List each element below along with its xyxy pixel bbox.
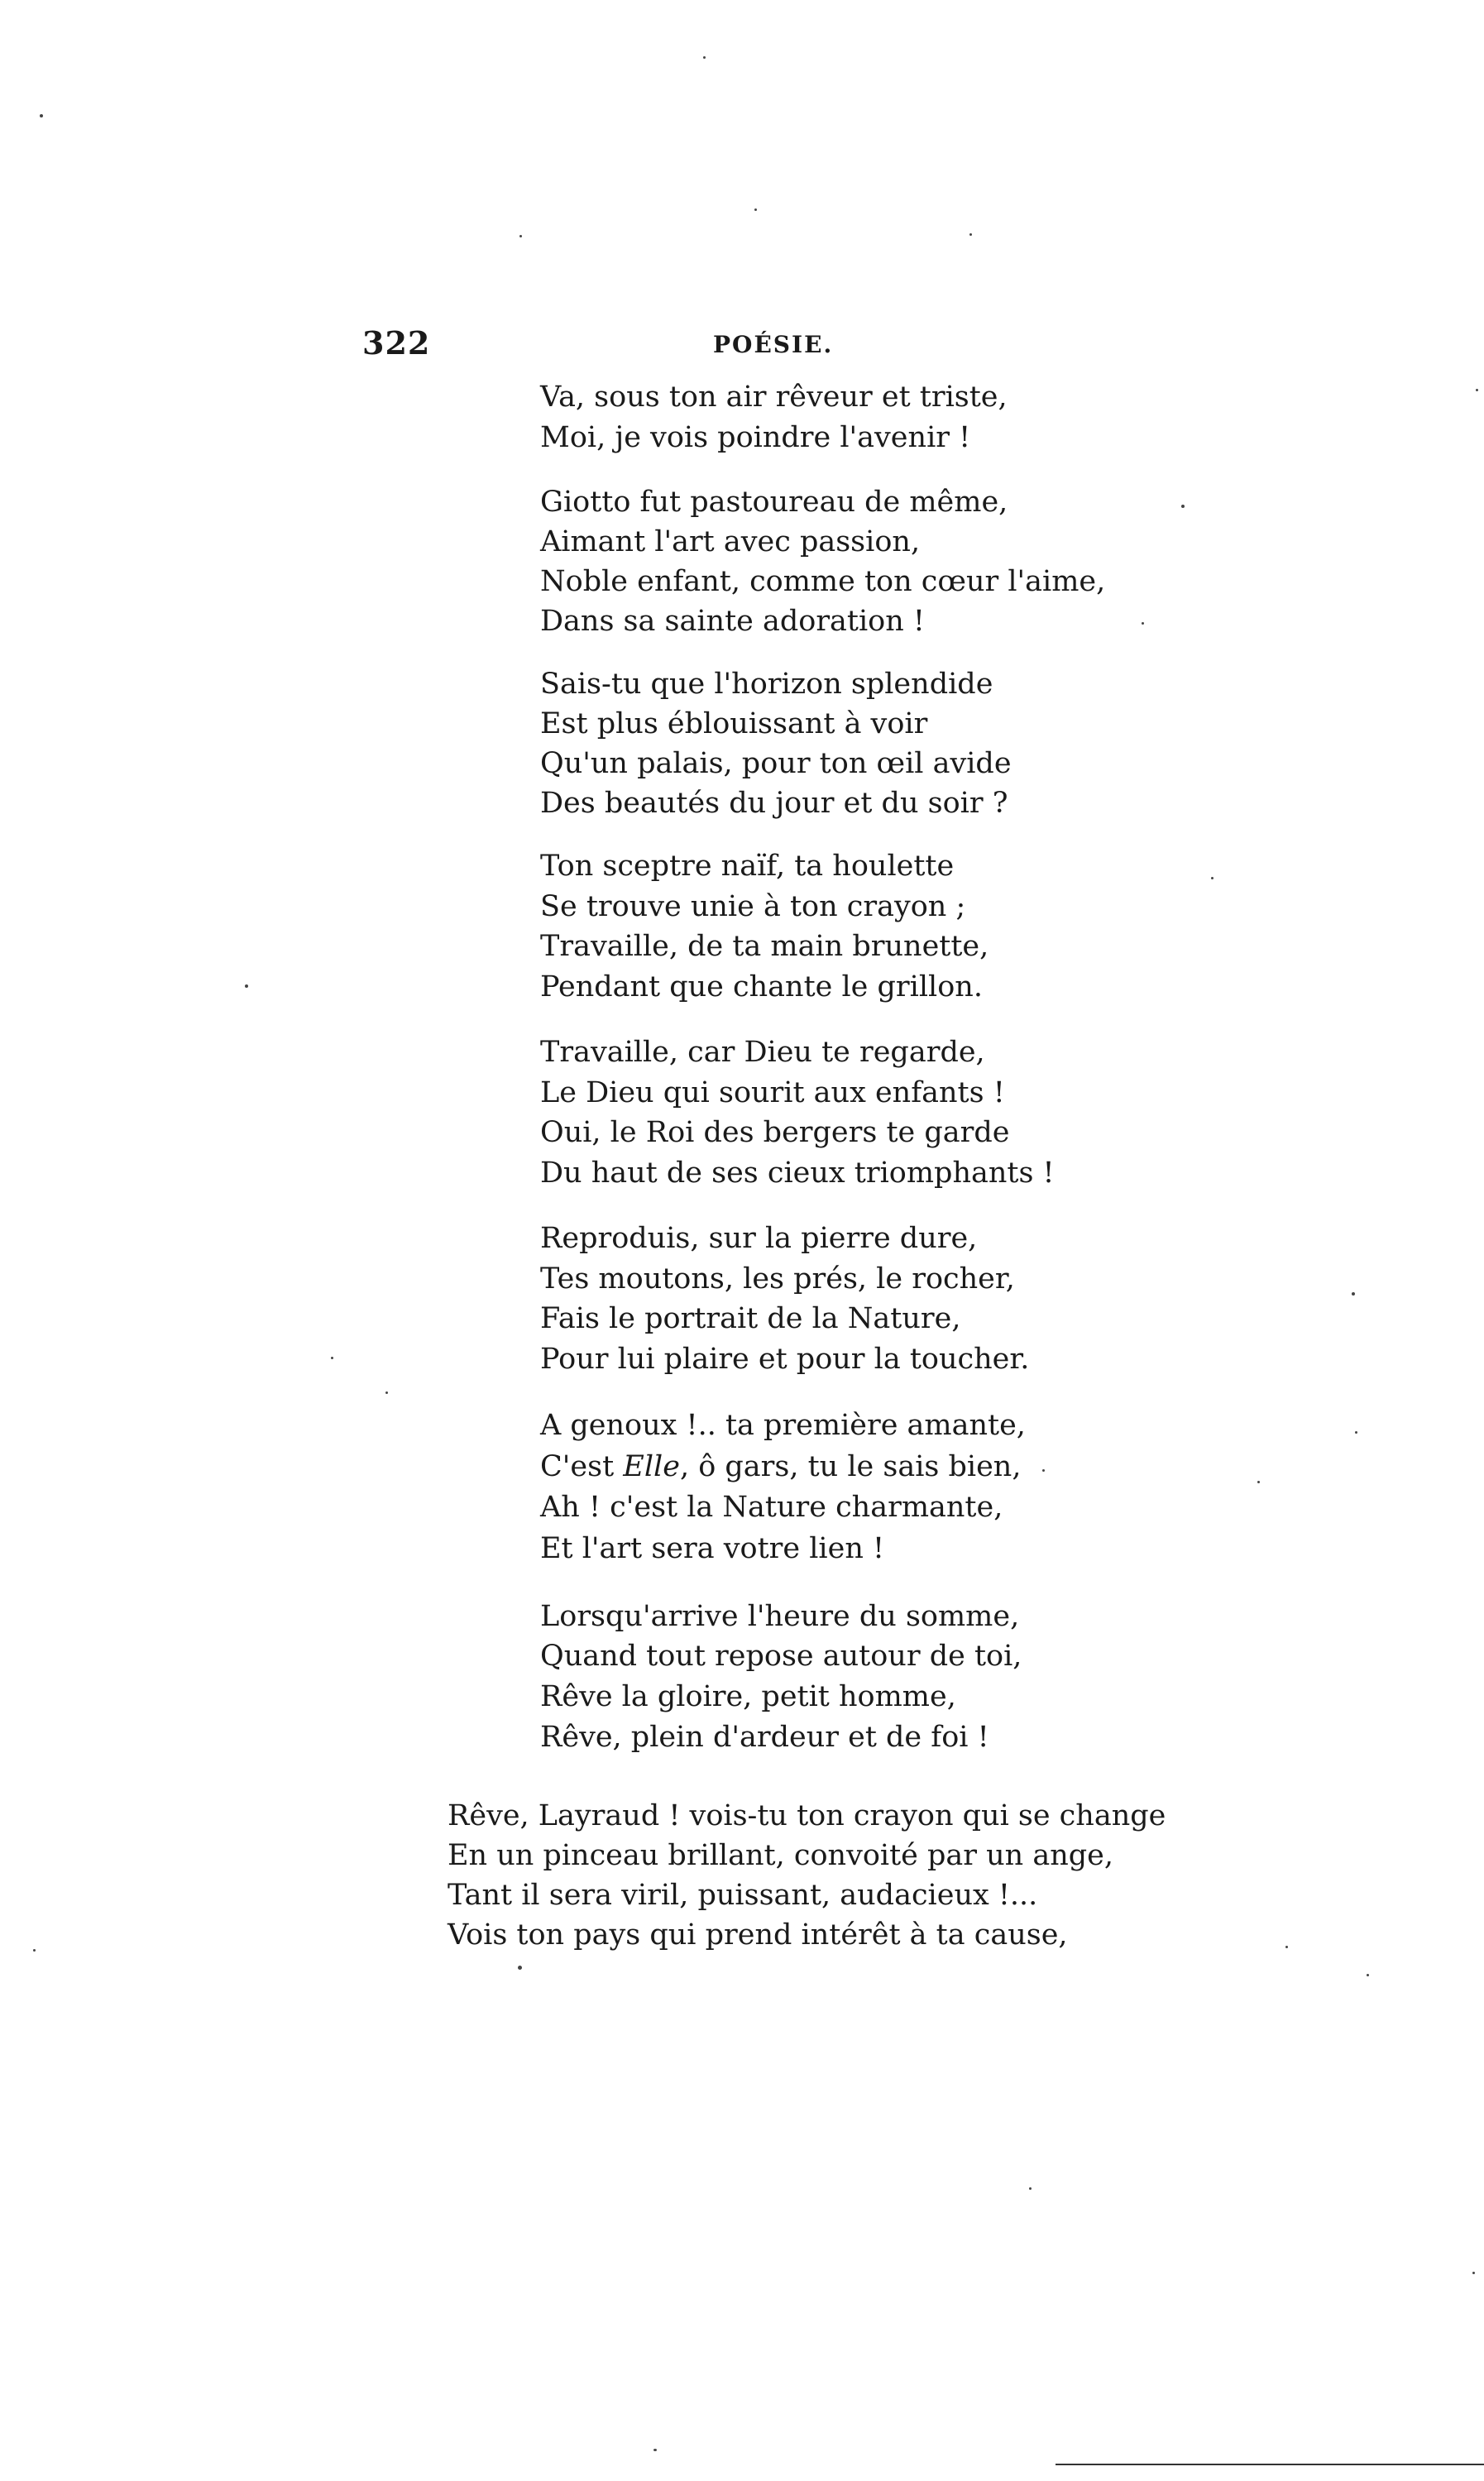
verse-line: Giotto fut pastoureau de même, xyxy=(540,486,1008,519)
verse-line: Travaille, car Dieu te regarde, xyxy=(540,1036,985,1069)
speck xyxy=(1472,2272,1475,2274)
speck xyxy=(653,2449,657,2451)
speck xyxy=(1042,1469,1045,1472)
speck xyxy=(1355,1431,1357,1434)
verse-line: Est plus éblouissant à voir xyxy=(540,707,928,740)
speck xyxy=(969,233,972,236)
verse-line: Lorsqu'arrive l'heure du somme, xyxy=(540,1600,1020,1633)
verse-line: Ton sceptre naïf, ta houlette xyxy=(540,850,955,883)
verse-line: Et l'art sera votre lien ! xyxy=(540,1532,885,1565)
verse-line: Qu'un palais, pour ton œil avide xyxy=(540,747,1012,780)
verse-line: Rêve la gloire, petit homme, xyxy=(540,1680,956,1713)
speck xyxy=(703,56,706,59)
verse-line: Rêve, plein d'ardeur et de foi ! xyxy=(540,1721,989,1754)
speck xyxy=(1142,622,1144,625)
verse-line: C'est Elle, ô gars, tu le sais bien, xyxy=(540,1450,1022,1483)
speck xyxy=(385,1391,388,1394)
verse-line: A genoux !.. ta première amante, xyxy=(540,1409,1026,1442)
verse-line: Moi, je vois poindre l'avenir ! xyxy=(540,421,971,454)
verse-line: Fais le portrait de la Nature, xyxy=(540,1302,961,1335)
speck xyxy=(518,1966,522,1970)
verse-line: Vois ton pays qui prend intérêt à ta cause, xyxy=(448,1918,1068,1952)
speck xyxy=(40,114,43,117)
speck xyxy=(1476,389,1478,391)
verse-line: Se trouve unie à ton crayon ; xyxy=(540,890,966,923)
speck xyxy=(1285,1946,1288,1948)
verse-line: Oui, le Roi des bergers te garde xyxy=(540,1116,1010,1149)
verse-line: Sais-tu que l'horizon splendide xyxy=(540,668,993,701)
verse-line: Tant il sera viril, puissant, audacieux !... xyxy=(448,1879,1038,1912)
verse-line: Quand tout repose autour de toi, xyxy=(540,1640,1022,1673)
verse-line: Noble enfant, comme ton cœur l'aime, xyxy=(540,565,1106,598)
verse-line: Dans sa sainte adoration ! xyxy=(540,605,925,638)
speck xyxy=(1367,1974,1369,1976)
speck xyxy=(1211,877,1214,879)
speck xyxy=(754,208,757,211)
verse-line: Rêve, Layraud ! vois-tu ton crayon qui se change xyxy=(448,1799,1166,1832)
verse-line: Du haut de ses cieux triomphants ! xyxy=(540,1157,1055,1190)
italic-emphasis: Elle xyxy=(623,1450,680,1483)
verse-line: Pendant que chante le grillon. xyxy=(540,970,983,1003)
running-head: POÉSIE. xyxy=(713,331,834,358)
verse-line: Aimant l'art avec passion, xyxy=(540,525,921,558)
speck xyxy=(1029,2187,1032,2190)
verse-line: Pour lui plaire et pour la toucher. xyxy=(540,1343,1030,1376)
verse-line: Tes moutons, les prés, le rocher, xyxy=(540,1262,1015,1296)
verse-line: Va, sous ton air rêveur et triste, xyxy=(540,381,1008,414)
speck xyxy=(1257,1481,1260,1483)
page-number: 322 xyxy=(362,324,431,362)
verse-line: Travaille, de ta main brunette, xyxy=(540,930,989,963)
verse-line: En un pinceau brillant, convoité par un ange, xyxy=(448,1839,1113,1872)
verse-line: Des beautés du jour et du soir ? xyxy=(540,787,1008,820)
verse-line: Reproduis, sur la pierre dure, xyxy=(540,1222,978,1255)
footer-rule xyxy=(1056,2464,1484,2465)
speck xyxy=(33,1949,36,1952)
verse-line: Le Dieu qui sourit aux enfants ! xyxy=(540,1076,1005,1109)
speck xyxy=(1352,1292,1355,1296)
verse-line: Ah ! c'est la Nature charmante, xyxy=(540,1491,1003,1524)
speck xyxy=(245,984,248,988)
speck xyxy=(1181,505,1185,508)
speck xyxy=(519,235,522,237)
speck xyxy=(331,1357,333,1359)
